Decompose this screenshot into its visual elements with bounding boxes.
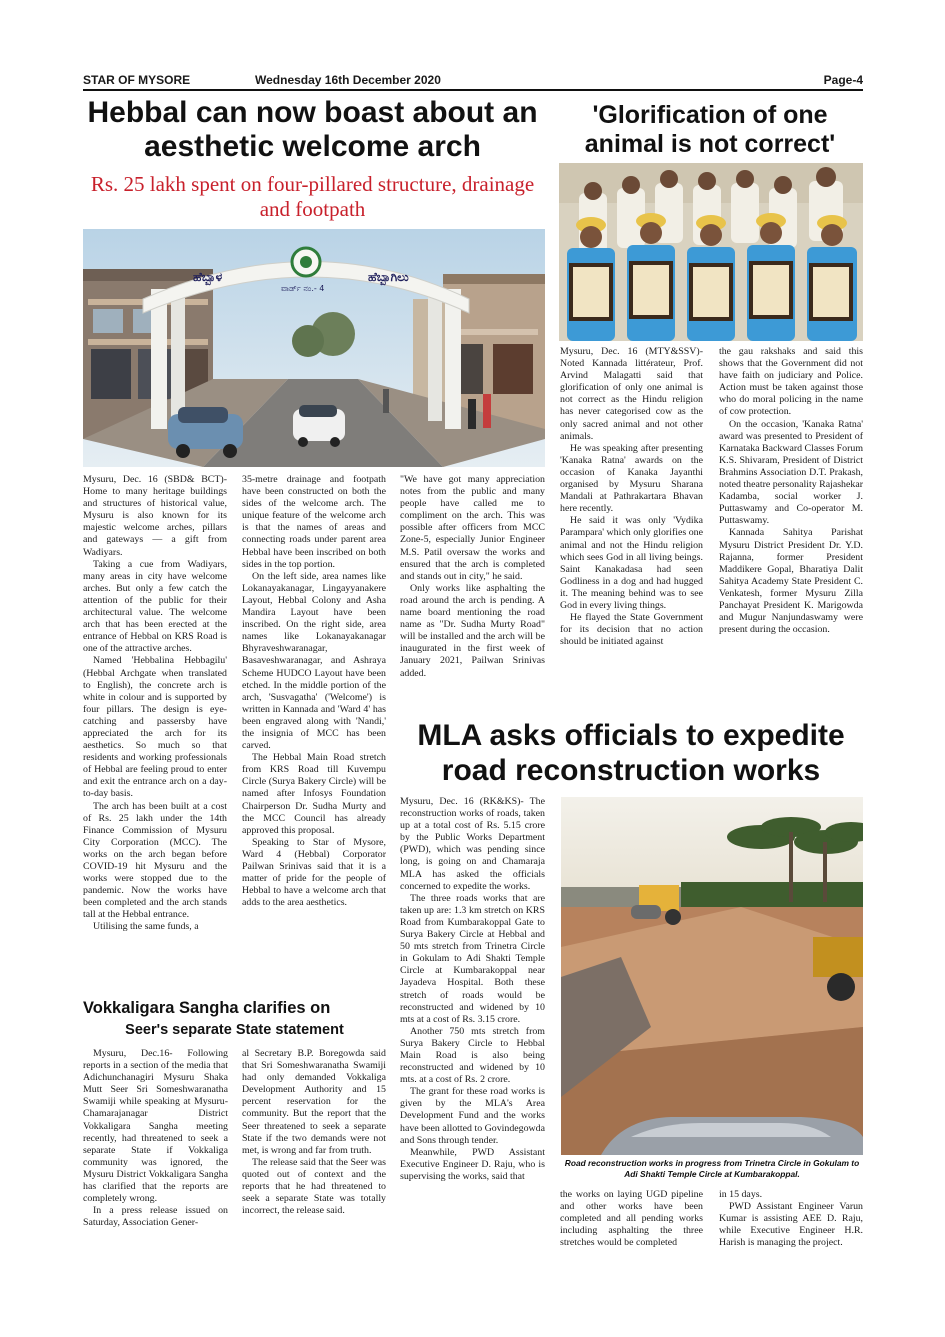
- paragraph: the works on laying UGD pipeline and other works have been completed and all pending works including asphalting the three stretches would be completed: [560, 1189, 703, 1249]
- arch-ward-label: ವಾರ್ಡ್ ನಂ.- 4: [281, 284, 325, 293]
- paragraph: Mysuru, Dec. 16 (MTY&SSV)- Noted Kannada littérateur, Prof. Arvind Malagatti said that glorification of only one animal is not correct as the Hindu religion has never categorised cow as the only sacred animal and not other animals.: [560, 346, 703, 442]
- paragraph: Meanwhile, PWD Assistant Executive Engineer D. Raju, who is supervising the works, said that: [400, 1146, 545, 1182]
- story3-column-1: [400, 796, 545, 1183]
- story4-subhead: Seer's separate State statement: [125, 1022, 344, 1038]
- page-number: Page-4: [823, 73, 863, 87]
- paragraph: "We have got many appreciation notes from the public and many people have called me to compliment on the arch. This was possible after officers from MCC Zone-5, especially Junior Engineer M.S. Patil oversaw the works and ensured that the arch is completed and stands out in city," he said.: [400, 474, 545, 582]
- paragraph: On the left side, area names like Lokanayakanagar, Lingayyanakere Layout, Hebbal Colony and Asha Mandira Layout have been inscribed. On the right side, area names like Lokanayakanagar Bhyraveshwaranagar, Basaveshwaranagar, and Ashraya Scheme HUDCO Layout have been etched. In the middle portion of the arch, 'Susvagatha' ('Welcome') is written in Kannada and 'Ward 4' has been engraved along with 'Nandi,' the insignia of MCC has been carved.: [242, 570, 386, 752]
- story4-headline: Vokkaligara Sangha clarifies on: [83, 999, 331, 1017]
- paragraph: He flayed the State Government for its decision that no action should be initiated against: [560, 612, 703, 648]
- story4-column-2: [242, 1048, 386, 1217]
- story3-column-2: [560, 1189, 703, 1249]
- paragraph: Only works like asphalting the road around the arch is pending. A name board mentioning the road name as "Dr. Sudha Murty Road" will be installed and the arch will be inaugurated in the first week of January 2021, Pailwan Srinivas added.: [400, 582, 545, 679]
- paragraph: The arch has been built at a cost of Rs. 25 lakh under the 14th Finance Commission of Mysuru City Corporation (MCC). The works on the arch began before COVID-19 hit Mysuru and the works were stopped due to the pandemic. Now the works have been completed and the arch stands tall at the Hebbal entrance.: [83, 800, 227, 921]
- paragraph: The three roads works that are taken up are: 1.3 km stretch on KRS Road from Kumbarakoppal Gate to Surya Bakery Circle at Hebbal and 50 mts stretch from Trinetra Circle in Gokulam to Adi Shakti Temple Circle at Kumbarakoppal near Jayadeva Hospital. Both these stretch of roads would be reconstructed and widened by 10 mts at a cost of Rs. 3.15 crore.: [400, 892, 545, 1025]
- paragraph: In a press release issued on Saturday, Association Gener-: [83, 1205, 228, 1229]
- road-works-caption: Road reconstruction works in progress from Trinetra Circle in Gokulam to Adi Shakti Temple Circle at Kumbarakoppal.: [564, 1158, 860, 1179]
- paragraph: al Secretary B.P. Boregowda said that Sri Someshwaranatha Swamiji had only demanded Vokkaliga Development Authority and 15 percent reservation for the community. But the report that the Seer threatened to seek a separate State if the two demands were not met, is wrong and far from truth.: [242, 1048, 386, 1156]
- paragraph: 35-metre drainage and footpath have been constructed on both the sides of the welcome arch. The unique feature of the welcome arch is that the names of areas and connecting roads under parent area Hebbal have been inscribed on both sides in the top portion.: [242, 474, 386, 570]
- hebbal-arch-illustration: [83, 229, 545, 467]
- paragraph: Mysuru, Dec. 16 (RK&KS)- The reconstruction works of roads, taken up at a total cost of Rs. 5.15 crore by the Public Works Department (PWD), which was pending since long, is going on and Chamaraja MLA has asked the officials concerned to expedite the works.: [400, 796, 545, 892]
- road-works-illustration: [561, 797, 863, 1155]
- paragraph: He was speaking after presenting 'Kanaka Ratna' awards on the occasion of Kanaka Jayanthi organised by Mysuru Sharana Mandali at Pathrakartara Bhavan here recently.: [560, 442, 703, 515]
- story1-column-2: [242, 474, 386, 909]
- paragraph: Speaking to Star of Mysore, Ward 4 (Hebbal) Corporator Pailwan Srinivas said that it is a matter of pride for the people of Hebbal to have a welcome arch that adds to the area aesthetics.: [242, 836, 386, 909]
- story1-column-1: [83, 474, 227, 934]
- story4-column-1: [83, 1048, 228, 1229]
- paragraph: in 15 days.: [719, 1189, 763, 1200]
- award-ceremony-illustration: [559, 163, 863, 341]
- masthead-rule: [83, 89, 863, 91]
- paragraph: Taking a cue from Wadiyars, many areas in city have welcome arches. But only a few catch the attention of the public for their architectural value. The welcome arch that has been erected at the entrance of Hebbal on KRS Road is one of the attractive arches.: [83, 558, 227, 655]
- paragraph: Named 'Hebbalina Hebbagilu' (Hebbal Archgate when translated to English), the concrete arch is white in colour and is supported by four pillars. The design is eye-catching and passersby have appreciated the arch for its aesthetics. So much so that residents and working professionals of Hebbal are feeling proud to enter and exit the entrance arch on a day-to-day basis.: [83, 655, 227, 800]
- paragraph: He said it was only 'Vydika Parampara' which only glorifies one animal and not the Hindu religion which sees God in all living beings. Saint Kanakadasa had seen Godliness in a dog and had hugged it. The meaning behind was to see God in every living things.: [560, 515, 703, 611]
- road-works-photo: [561, 797, 863, 1155]
- story1-column-3: [400, 474, 545, 680]
- story2-headline: 'Glorification of one animal is not correct': [584, 101, 836, 158]
- kanaka-ratna-photo: [559, 163, 863, 341]
- hebbal-arch-photo: [83, 229, 545, 467]
- paper-name: STAR OF MYSORE: [83, 73, 191, 87]
- paragraph: Utilising the same funds, a: [93, 921, 199, 933]
- masthead: [83, 71, 863, 89]
- arch-sign-right: ಹೆಬ್ಬಾಗಿಲು: [368, 270, 409, 284]
- paragraph: PWD Assistant Engineer Varun Kumar is assisting AEE D. Raju, while Executive Engineer H.R. Harish is managing the project.: [719, 1201, 863, 1249]
- paragraph: The grant for these road works is given by the MLA's Area Development Fund and the works have been allotted to Govindegowda and Sons through tender.: [400, 1086, 545, 1146]
- story1-headline: Hebbal can now boast about an aesthetic welcome arch: [87, 96, 538, 163]
- paragraph: Mysuru, Dec. 16 (SBD& BCT)- Home to many heritage buildings and structures of historical value, Mysuru is also known for its majestic welcome arches, pillars and gateways — a gift from Wadiyars.: [83, 474, 227, 558]
- arch-sign-left: ಹೆಬ್ಬಾಳ: [193, 270, 223, 284]
- issue-date: Wednesday 16th December 2020: [255, 73, 441, 87]
- story2-column-2: [719, 346, 863, 636]
- paragraph: the gau rakshaks and said this shows that the Government did not have faith on judiciary and Police. Action must be taken against those who do moral policing in the name of cow protection.: [719, 346, 863, 418]
- paragraph: On the occasion, 'Kanaka Ratna' award was presented to President of Karnataka Backward Classes Forum K.S. Shivaram, President of District Brahmins Association D.T. Prakash, noted theatre personality Rajashekar Kadamba, social worker J. Puttaswamy and Co-operator M. Puttaswamy.: [719, 418, 863, 527]
- paragraph: The Hebbal Main Road stretch from KRS Road till Kuvempu Circle (Surya Bakery Circle) will be named after Infosys Foundation Chairperson Dr. Sudha Murty and the MCC Council has already approved this proposal.: [242, 752, 386, 836]
- story1-subhead: Rs. 25 lakh spent on four-pillared structure, drainage and footpath: [90, 172, 535, 222]
- paragraph: Another 750 mts stretch from Surya Bakery Circle to Hebbal Main Road is also being reconstructed and widened by 10 mts. at a cost of Rs. 2 crore.: [400, 1025, 545, 1086]
- paragraph: The release said that the Seer was quoted out of context and the reports that he had threatened to seek a separate State was totally incorrect, the release said.: [242, 1156, 386, 1217]
- story3-headline: MLA asks officials to expedite road reconstruction works: [417, 719, 845, 787]
- story3-column-3: [719, 1189, 863, 1249]
- story2-column-1: [560, 346, 703, 648]
- paragraph: Mysuru, Dec.16- Following reports in a section of the media that Adichunchanagiri Mysuru Shaka Mutt Seer Sri Someshwaranatha Swamiji while speaking at Mysuru-Chamarajanagar District Vokkaligara Sangha meeting recently, had threatened to seek a separate State if Vokkaliga community was ignored, the Mysuru District Vokkaligara Sangha has clarified that the reports are completely wrong.: [83, 1048, 228, 1205]
- paragraph: Kannada Sahitya Parishat Mysuru District President Dr. Y.D. Rajanna, former President Maddikere Gopal, Bharatiya Dalit Sahitya Academy State President C. Venkatesh, former Mysuru Zilla Panchayat President K. Marigowda and Mugur Nanjundaswamy were present during the occasion.: [719, 527, 863, 636]
